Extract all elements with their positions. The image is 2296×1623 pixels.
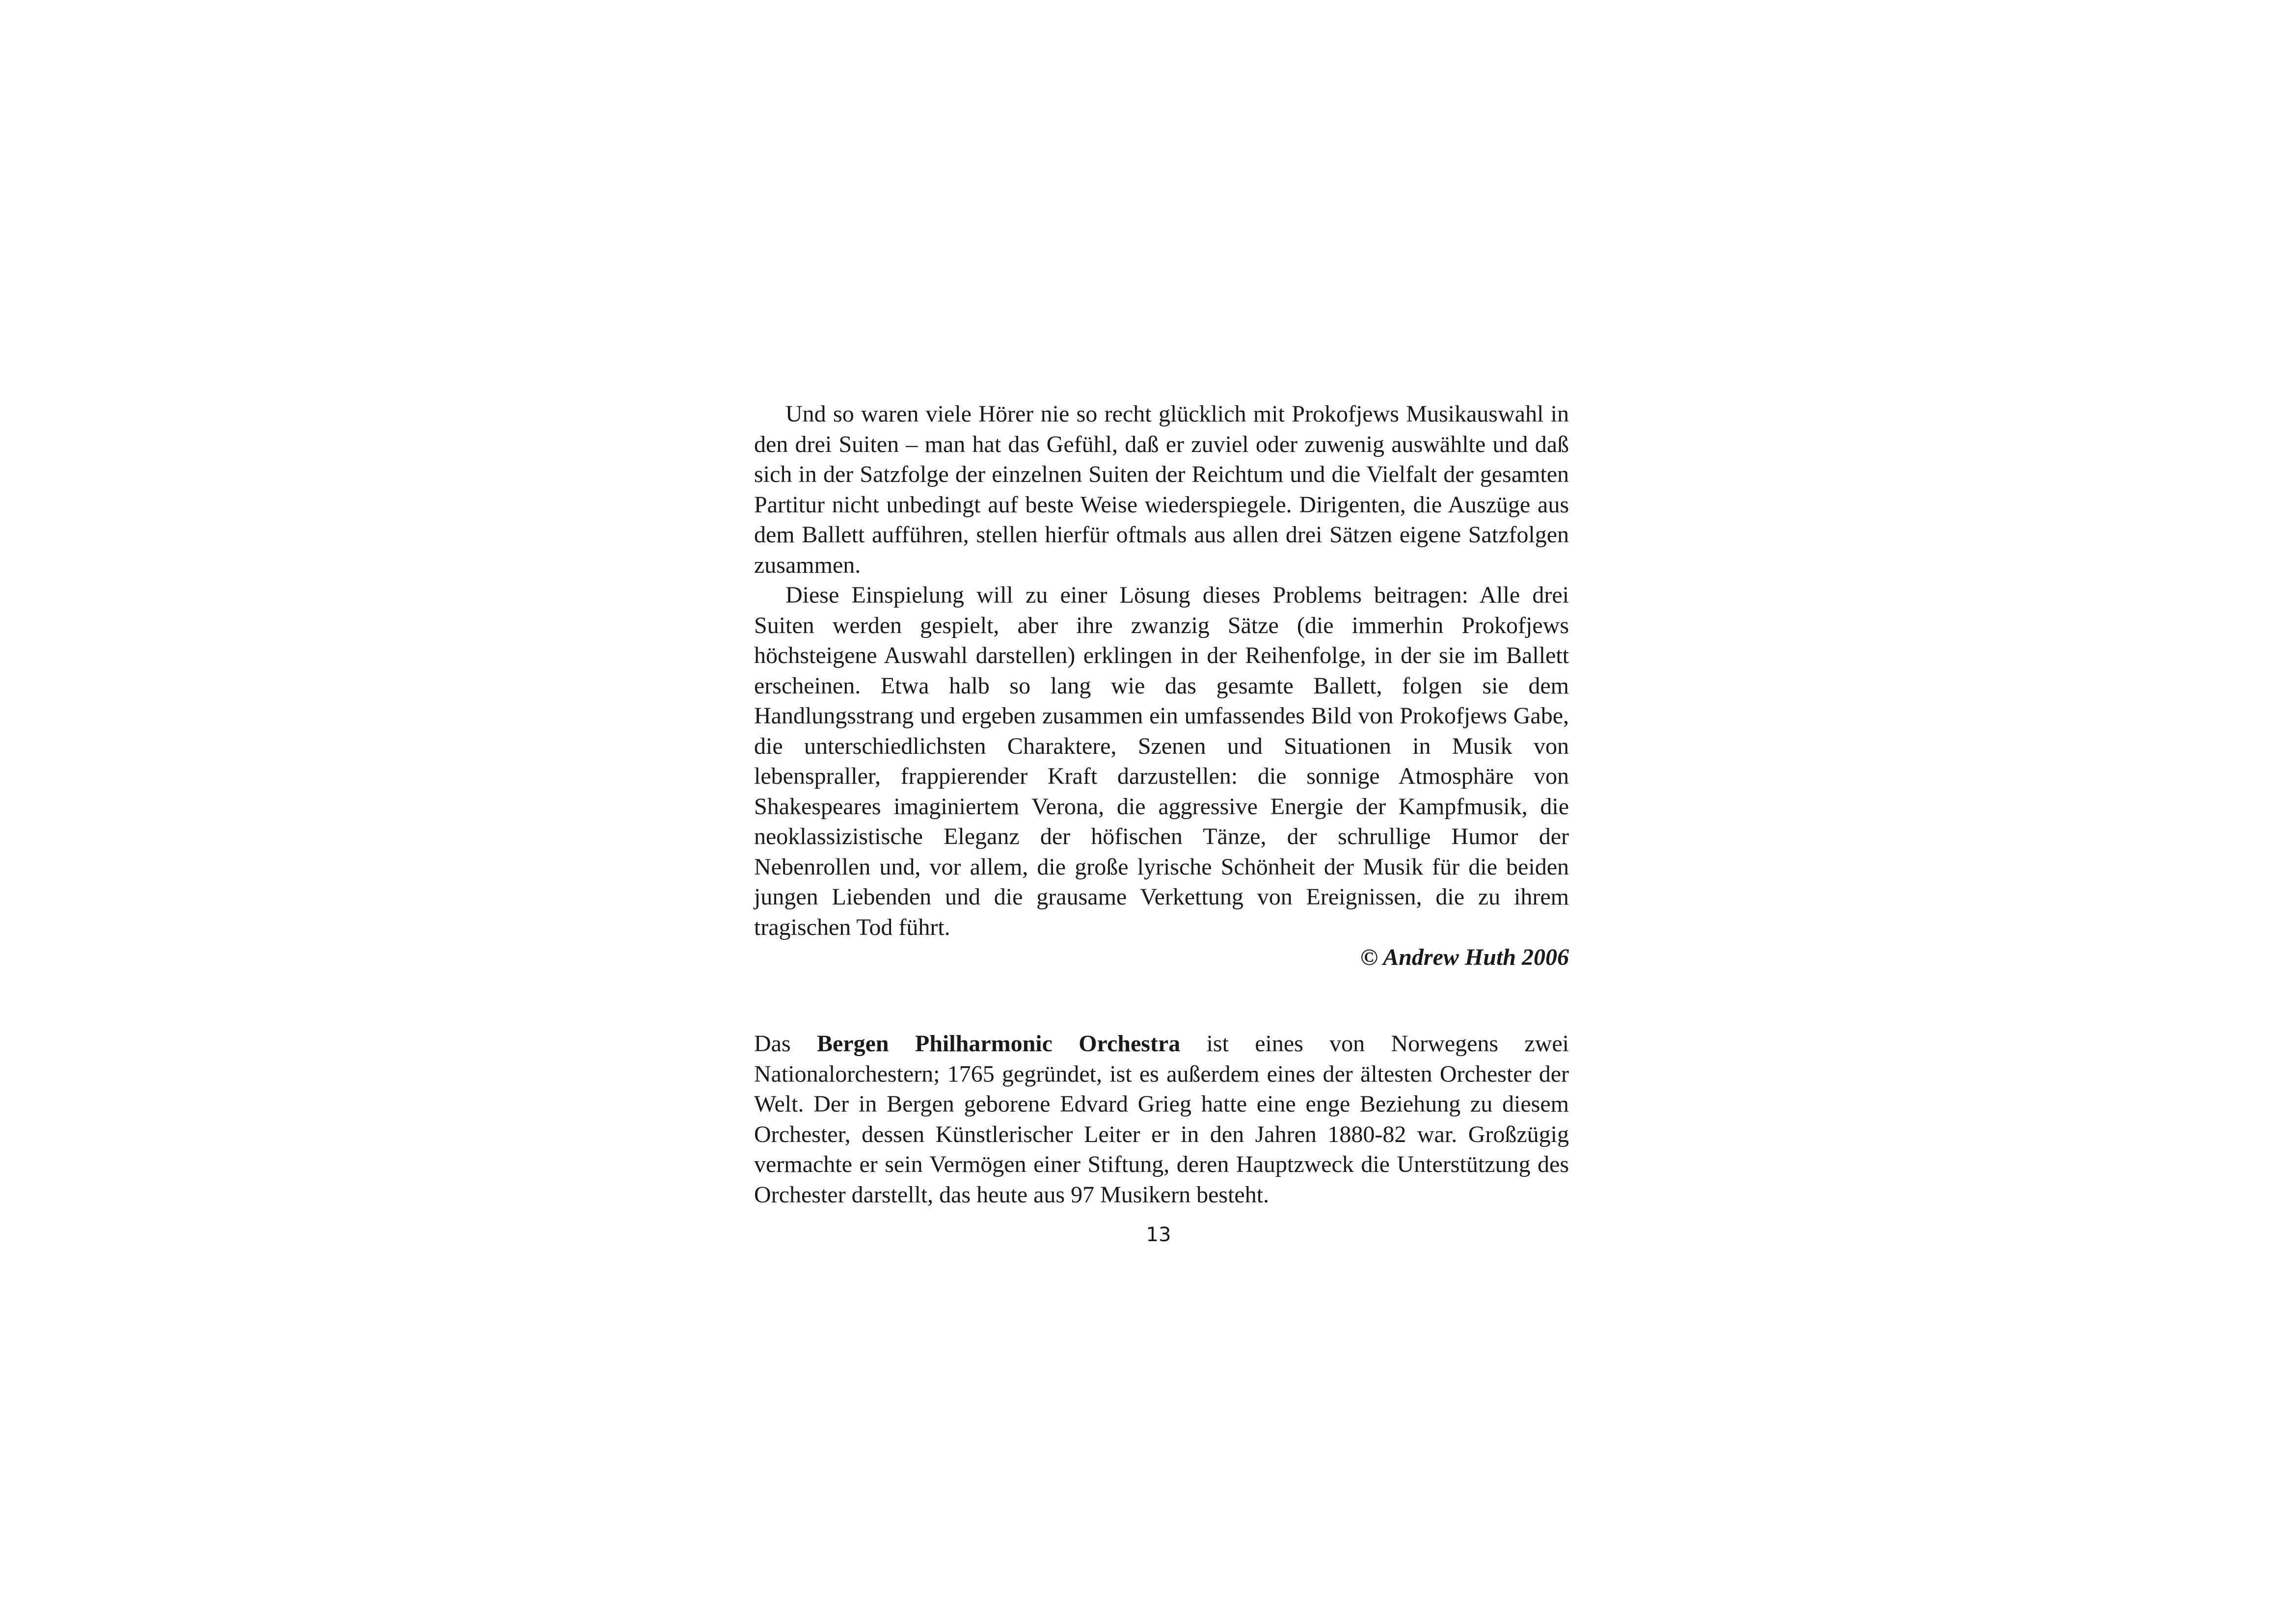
orchestra-name: Bergen Philharmonic Orchestra xyxy=(816,1031,1181,1057)
essay-section xyxy=(754,399,1569,973)
page-number: 13 xyxy=(1146,1224,1171,1246)
essay-paragraph-1: Und so waren viele Hörer nie so recht glücklich mit Prokofjews Musikauswahl in den drei Suiten – man hat das Gefühl, daß er zuviel oder zuwenig auswählte und daß sich in der Satzfolge der einzelnen Suiten der Reichtum und die Vielfalt der gesamten Partitur nicht unbedingt auf beste Weise wiederspiegele. Dirigenten, die Auszüge aus dem Ballett aufführen, stellen hierfür oftmals aus allen drei Sätzen eigene Satzfolgen zusammen. xyxy=(754,401,1569,578)
orchestra-body: ist eines von Norwegens zwei Nationalorchestern; 1765 gegründet, ist es außerdem eines der ältesten Orchester der Welt. Der in Bergen geborene Edvard Grieg hatte eine enge Beziehung zu diesem Orchester, dessen Künstlerischer Leiter er in den Jahren 1880-82 war. Großzügig vermachte er sein Vermögen einer Stiftung, deren Hauptzweck die Unterstützung des Orchester darstellt, das heute aus 97 Musikern besteht. xyxy=(754,1031,1569,1208)
author-signature: © Andrew Huth 2006 xyxy=(1360,944,1569,970)
orchestra-paragraph xyxy=(754,1029,1569,1210)
orchestra-section xyxy=(754,1029,1569,1210)
orchestra-intro: Das xyxy=(754,1031,817,1057)
essay-paragraph-2: Diese Einspielung will zu einer Lösung dieses Problems beitragen: Alle drei Suiten werden gespielt, aber ihre zwanzig Sätze (die immerhin Prokofjews höchsteigene Auswahl darstellen) erklingen in der Reihenfolge, in der sie im Ballett erscheinen. Etwa halb so lang wie das gesamte Ballett, folgen sie dem Handlungsstrang und ergeben zusammen ein umfassendes Bild von Prokofjews Gabe, die unterschiedlichsten Charaktere, Szenen und Situationen in Musik von lebenspraller, frappierender Kraft darzustellen: die sonnige Atmosphäre von Shakespeares imaginiertem Verona, die aggressive Energie der Kampfmusik, die neoklassizistische Eleganz der höfischen Tänze, der schrullige Humor der Nebenrollen und, vor allem, die große lyrische Schönheit der Musik für die beiden jungen Liebenden und die grausame Verkettung von Ereignissen, die zu ihrem tragischen Tod führt. xyxy=(754,582,1569,940)
